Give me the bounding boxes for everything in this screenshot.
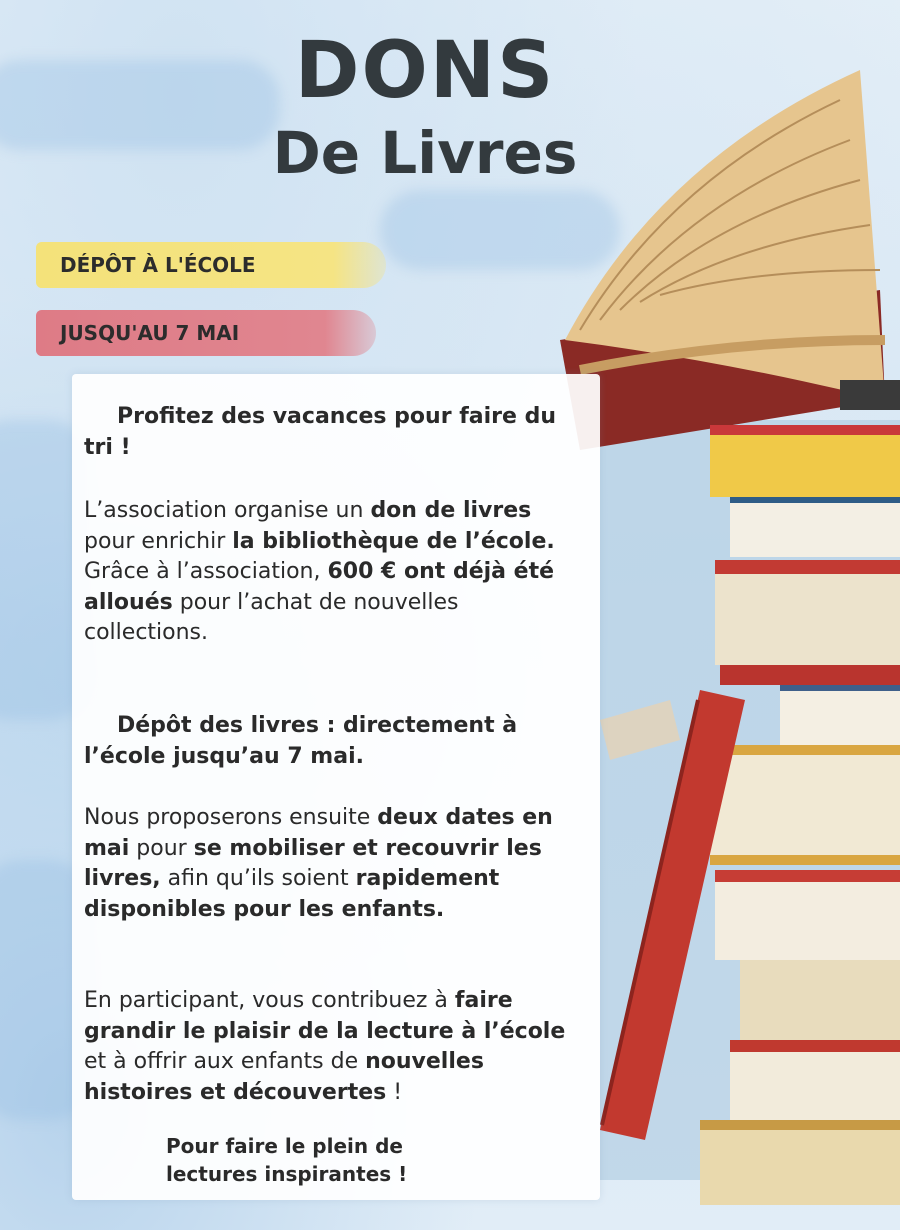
bold-span: se mobiliser et recouvrir les livres, (84, 835, 542, 891)
closing-line-1: Pour faire le plein de (166, 1134, 403, 1158)
bold-span: don de livres (370, 498, 532, 523)
text-span: pour (129, 835, 194, 861)
text-span: ! (386, 1079, 403, 1105)
text-span: et à offrir aux enfants de (84, 1049, 366, 1074)
text-span: Nous proposerons ensuite (84, 805, 378, 830)
participation-paragraph (84, 986, 584, 1108)
depot-paragraph: Dépôt des livres : directement à l’école jusqu’au 7 mai. (84, 713, 518, 769)
depot-banner-label: DÉPÔT À L'ÉCOLE (60, 253, 256, 277)
text-span: L’association organise un (84, 498, 371, 523)
open-book-icon (560, 70, 900, 450)
text-span: pour l’achat de nouvelles collections. (84, 589, 459, 645)
poster-title: DONS (294, 26, 556, 116)
dates-paragraph (84, 803, 584, 925)
closing-message (166, 1132, 546, 1188)
bold-span: faire grandir le plaisir de la lecture à l’école (84, 988, 566, 1044)
text-span: En participant, vous contribuez à (84, 988, 455, 1013)
watercolor-streak (0, 60, 280, 150)
text-span: Grâce à l’association, (84, 559, 328, 584)
bold-span: deux dates en mai (84, 805, 553, 861)
text-span: afin qu’ils soient (160, 866, 356, 891)
closing-line-2: lectures inspirantes ! (166, 1162, 408, 1186)
bold-span: 600 € ont déjà été alloués (84, 559, 555, 615)
deadline-banner (36, 310, 376, 356)
deadline-banner-label: JUSQU'AU 7 MAI (60, 321, 240, 345)
depot-banner (36, 242, 386, 288)
text-span: pour enrichir (84, 528, 233, 554)
intro-paragraph: Profitez des vacances pour faire du tri ! (84, 404, 557, 460)
bold-span: nouvelles histoires et découvertes (84, 1049, 484, 1105)
bold-span: rapidement disponibles pour les enfants. (84, 866, 500, 922)
poster-subtitle: De Livres (272, 119, 578, 187)
bold-span: la bibliothèque de l’école. (232, 528, 555, 554)
association-paragraph (84, 496, 584, 649)
